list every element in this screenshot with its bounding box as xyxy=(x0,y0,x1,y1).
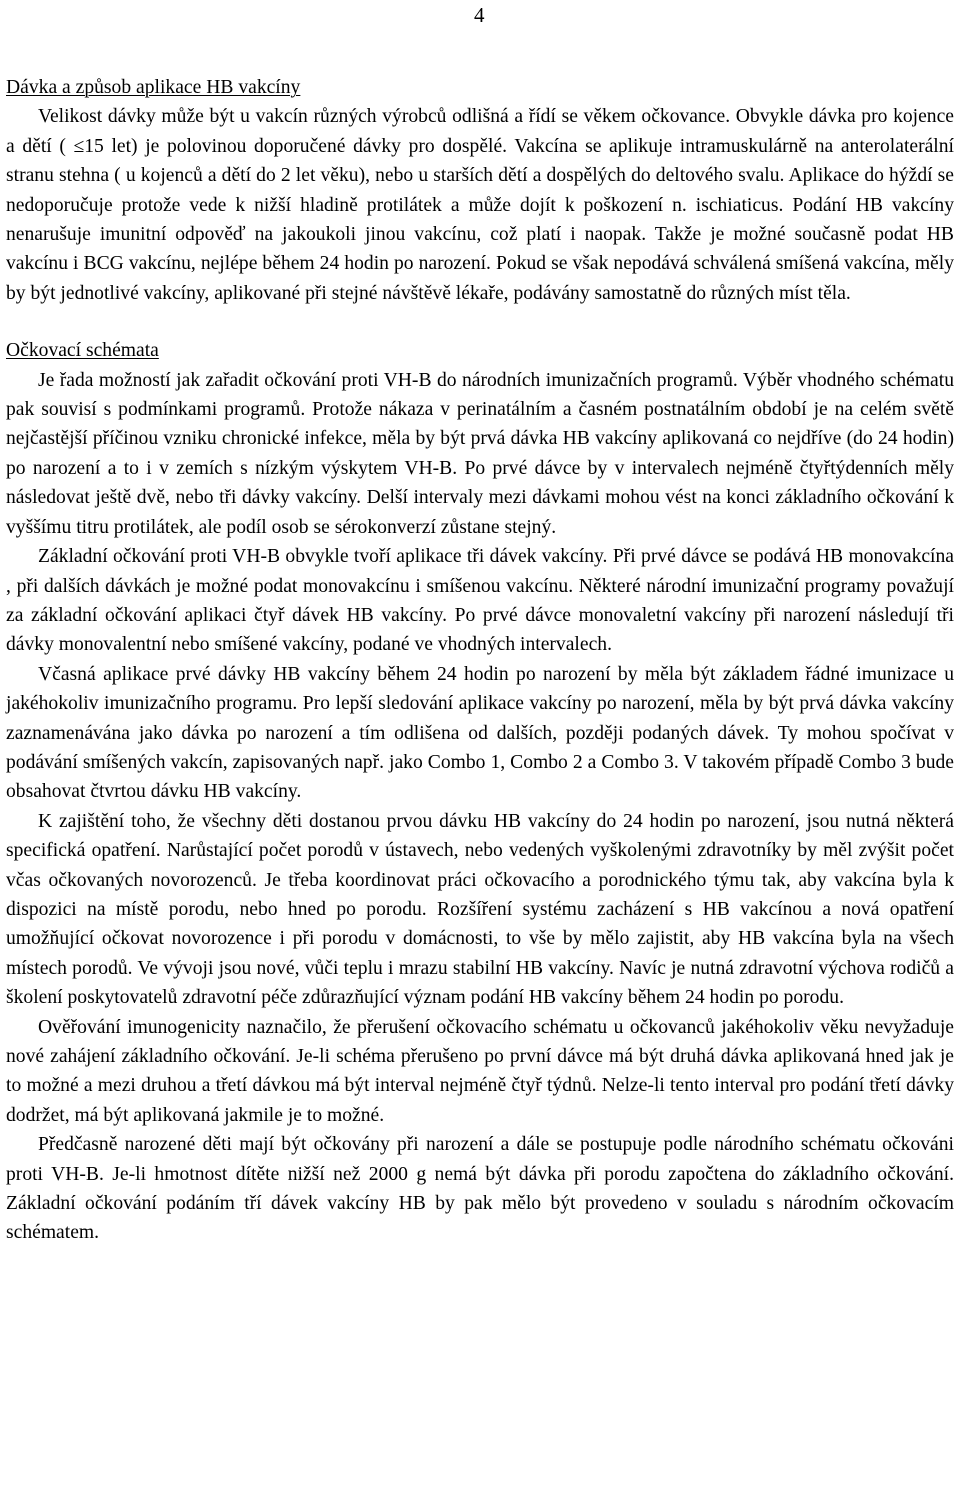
paragraph: Velikost dávky může být u vakcín různých výrobců odlišná a řídí se věkem očkovance. Obvykle dávka pro kojence a dětí ( ≤15 let) je polovinou doporučené dávky pro dospělé. Vakcína se aplikuje intramuskulárně na anterolaterální stranu stehna ( u kojenců a dětí do 2 let věku), nebo u starších dětí a dospělých do deltového svalu. Aplikace do hýždí se nedoporučuje protože vede k nižší hladině protilátek a může dojít k poškození n. ischiaticus. Podání HB vakcíny nenarušuje imunitní odpověď na jakoukoli jinou vakcínu, což platí i naopak. Takže je možné současně podat HB vakcínu i BCG vakcínu, nejlépe během 24 hodin po narození. Pokud se však nepodává schválená smíšená vakcína, měly by být jednotlivé vakcíny, aplikované při stejné návštěvě lékaře, podávány samostatně do různých míst těla. xyxy=(6,106,954,304)
paragraph: Ověřování imunogenicity naznačilo, že přerušení očkovacího schématu u očkovanců jakéhokoliv věku nevyžaduje nové zahájení základního očkování. Je-li schéma přerušeno po první dávce má být druhá dávka aplikovaná hned jak je to možné a mezi druhou a třetí dávkou má být interval nejméně čtyř týdnů. Nelze-li tento interval pro podání třetí dávky dodržet, má být aplikovaná jakmile je to možné. xyxy=(6,1016,954,1126)
section-vaccination-schedules xyxy=(6,336,954,1248)
section-heading: Očkovací schémata xyxy=(6,340,159,362)
page-number: 4 xyxy=(474,3,485,27)
section-heading: Dávka a způsob aplikace HB vakcíny xyxy=(6,77,301,98)
document-body xyxy=(6,73,954,1248)
paragraph: Je řada možností jak zařadit očkování proti VH-B do národních imunizačních programů. Výběr vhodného schématu pak souvisí s podmínkami programů. Protože nákaza v perinatálním a časném postnatálním období je na celém světě nejčastější příčinou vzniku chronické infekce, měla by být prvá dávka HB vakcíny aplikovaná co nejdříve (do 24 hodin) po narození a to i v zemích s nízkým výskytem VH-B. Po prvé dávce by v intervalech nejméně čtyřtýdenních měly následovat ještě dvě, nebo tři dávky vakcíny. Delší intervaly mezi dávkami mohou vést na konci základního očkování k vyššímu titru protilátek, ale podíl osob se sérokonverzí zůstane stejný. xyxy=(6,369,954,538)
paragraph: Včasná aplikace prvé dávky HB vakcíny během 24 hodin po narození by měla být základem řádné imunizace u jakéhokoliv imunizačního programu. Pro lepší sledování aplikace vakcíny po narození, měla by být prvá dávka vakcíny zaznamenávána jako dávka po narození a tím odlišena od dalších, později podaných dávek. Ty mohou spočívat v podávání smíšených vakcín, zapisovaných např. jako Combo 1, Combo 2 a Combo 3. V takovém případě Combo 3 bude obsahovat čtvrtou dávku HB vakcíny. xyxy=(6,663,954,803)
paragraph: Předčasně narozené děti mají být očkovány při narození a dále se postupuje podle národního schématu očkováni proti VH-B. Je-li hmotnost dítěte nižší než 2000 g nemá být dávka při porodu započtena do základního očkování. Základní očkování podáním tří dávek vakcíny HB by pak mělo být provedeno v souladu s národním očkovacím schématem. xyxy=(6,1134,954,1244)
section-dose-administration xyxy=(6,73,954,308)
section-spacer xyxy=(6,308,954,336)
paragraph: Základní očkování proti VH-B obvykle tvoří aplikace tři dávek vakcíny. Při prvé dávce se podává HB monovakcína , při dalších dávkách je možné podat monovakcínu i smíšenou vakcínu. Některé národní imunizační programy považují za základní očkování aplikaci čtyř dávek HB vakcíny. Po prvé dávce monovaletní vakcíny při narození následují tři dávky monovalentní nebo smíšené vakcíny, podané ve vhodných intervalech. xyxy=(6,546,954,656)
paragraph: K zajištění toho, že všechny děti dostanou prvou dávku HB vakcíny do 24 hodin po narození, jsou nutná některá specifická opatření. Narůstající počet porodů v ústavech, nebo vedených vyškolenými zdravotníky by měl zvýšit počet včas očkovaných novorozenců. Je třeba koordinovat práci očkovacího a porodnického týmu tak, aby vakcína byla k dispozici na místě porodu, nebo hned po porodu. Rozšíření systému zacházení s HB vakcínou a nová opatření umožňující očkovat novorozence i při porodu v domácnosti, to vše by mělo zajistit, aby HB vakcína byla na všech místech porodů. Ve vývoji jsou nové, vůči teplu i mrazu stabilní HB vakcíny. Navíc je nutná zdravotní výchova rodičů a školení poskytovatelů zdravotní péče zdůrazňující význam podání HB vakcíny během 24 hodin po porodu. xyxy=(6,810,954,1009)
